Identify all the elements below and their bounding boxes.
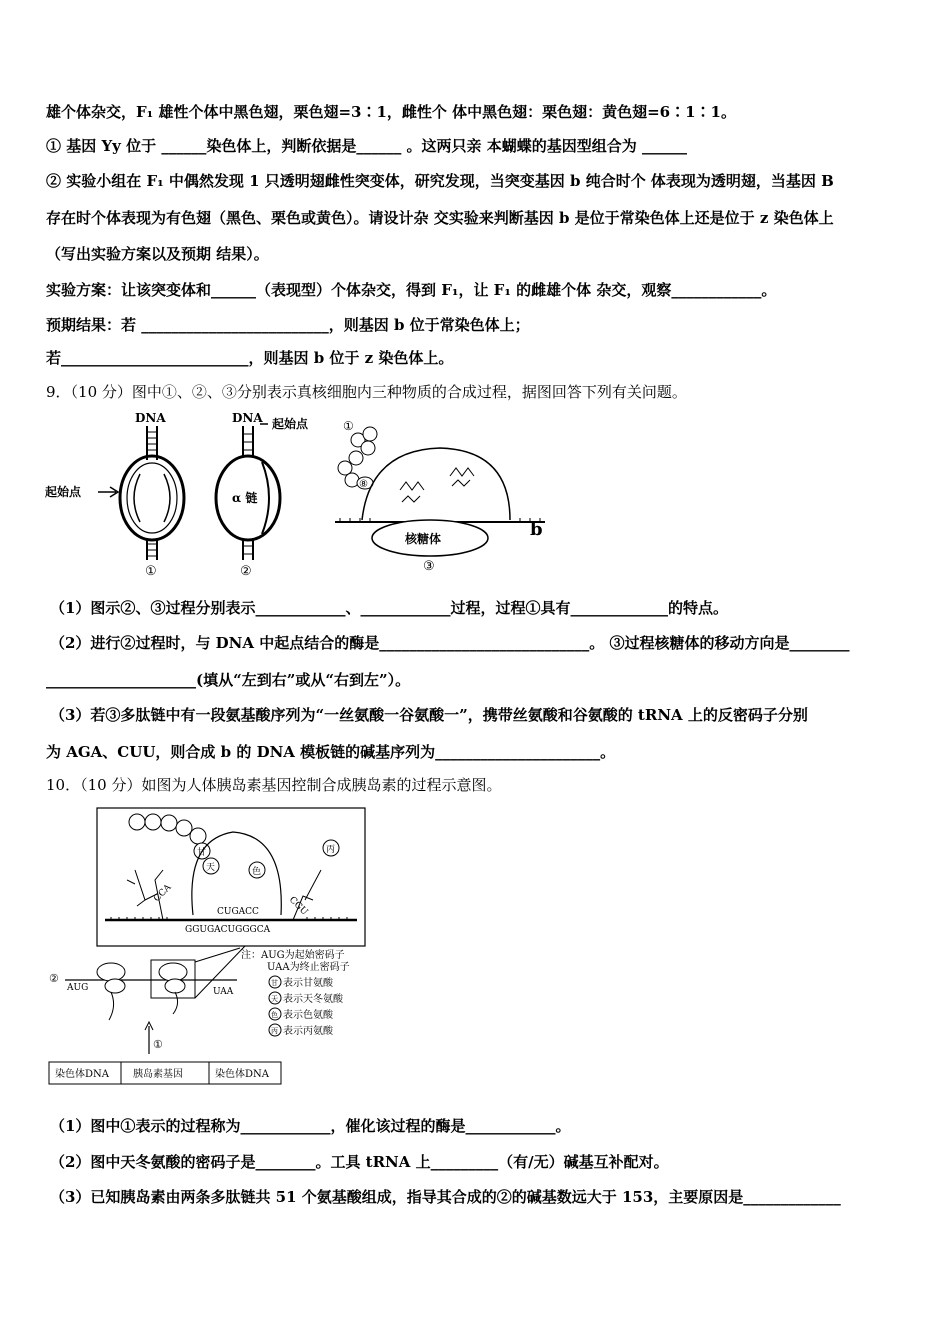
legend-gan: 表示甘氨酸 — [283, 978, 333, 989]
note-aug: 注：AUG为起始密码子 — [241, 950, 345, 961]
anticodon-cgu: CGU — [286, 895, 310, 918]
legend-gan-icon: 甘 — [271, 979, 278, 987]
legend-bing: 表示丙氨酸 — [283, 1026, 333, 1037]
aa-tian: 天 — [206, 863, 216, 873]
dna-label-2: DNA — [232, 411, 263, 425]
aug-label: AUG — [67, 983, 89, 993]
ribosome-label: 核糖体 — [405, 532, 442, 546]
process-num-3: ③ — [423, 559, 435, 574]
q9-sub-3a: （3）若③多肽链中有一段氨基酸序列为“一丝氨酸一谷氨酸一”，携带丝氨酸和谷氨酸的 tRNA 上的反密码子分别 — [50, 706, 808, 724]
transcription-diagram — [216, 411, 309, 579]
q9-figure — [40, 410, 600, 580]
codon-cugacc: CUGACC — [217, 907, 259, 917]
mrna-sequence: GGUGACUGGGCA — [185, 925, 271, 935]
legend-bing-icon: 丙 — [271, 1027, 278, 1035]
legend-tian: 表示天冬氨酸 — [283, 994, 343, 1005]
aa-gan: 甘 — [197, 848, 207, 858]
q9-sub-2a: （2）进行②过程时，与 DNA 中起点结合的酶是____________________________。 ③过程核糖体的移动方向是________ — [50, 634, 850, 652]
box-insulin-gene: 胰岛素基因 — [133, 1069, 183, 1080]
q8-line-3: ② 实验小组在 F₁ 中偶然发现 1 只透明翅雌性突变体，研究发现，当突变基因 b 纯合时个 体表现为透明翅，当基因 B — [46, 172, 834, 190]
q8-line-1: 雄个体杂交，F₁ 雄性个体中黑色翅，栗色翅=3∶1，雌性个 体中黑色翅：栗色翅：黄色翅=6∶1∶1。 — [46, 103, 736, 121]
dna-label-1: DNA — [135, 411, 166, 425]
chain-label-1: ① — [343, 419, 354, 433]
q8-line-2: ① 基因 Yy 位于 ______染色体上，判断依据是______ 。这两只亲 本蝴蝶的基因型组合为 ______ — [46, 137, 687, 155]
anticodon-cca: CCA — [152, 882, 174, 905]
legend-se: 表示色氨酸 — [283, 1010, 333, 1021]
replication-diagram — [45, 411, 184, 579]
box-chromosome-dna-1: 染色体DNA — [55, 1069, 109, 1080]
q9-sub-3b: 为 AGA、CUU，则合成 b 的 DNA 模板链的碱基序列为______________________。 — [46, 743, 616, 761]
q9-sub-1: （1）图示②、③过程分别表示____________、____________过程，过程①具有_____________的特点。 — [50, 599, 728, 617]
chain-label-8: ⑧ — [359, 479, 368, 490]
q10-sub-1: （1）图中①表示的过程称为____________，催化该过程的酶是____________。 — [50, 1117, 571, 1135]
b-label: b — [530, 519, 543, 540]
q8-line-5: （写出实验方案以及预期 结果）。 — [46, 245, 269, 263]
aa-bing: 丙 — [326, 845, 336, 855]
box-chromosome-dna-2: 染色体DNA — [215, 1069, 269, 1080]
q10-figure — [45, 800, 385, 1090]
q8-line-6: 实验方案：让该突变体和______（表现型）个体杂交，得到 F₁，让 F₁ 的雌雄个体 杂交，观察____________。 — [46, 281, 777, 299]
q8-line-4: 存在时个体表现为有色翅（黑色、栗色或黄色）。请设计杂 交实验来判断基因 b 是位于常染色体上还是位于 z 染色体上 — [46, 209, 834, 227]
note-uaa: UAA为终止密码子 — [267, 962, 350, 973]
legend-tian-icon: 天 — [271, 995, 278, 1003]
process-num-2-icon: ② — [49, 972, 59, 985]
q10-sub-3: （3）已知胰岛素由两条多肽链共 51 个氨基酸组成，指导其合成的②的碱基数远大于 153，主要原因是_____________ — [50, 1188, 841, 1206]
q8-line-7: 预期结果：若 _________________________，则基因 b 位于常染色体上； — [46, 316, 530, 334]
q9-sub-2b: ____________________(填从“左到右”或从“右到左”）。 — [46, 671, 411, 689]
process-num-1-icon: ① — [153, 1038, 163, 1051]
process-num-1: ① — [145, 564, 157, 579]
arrow-icon — [98, 487, 118, 497]
process-num-2: ② — [240, 564, 252, 579]
q10-header: 10．（10 分）如图为人体胰岛素基因控制合成胰岛素的过程示意图。 — [46, 776, 502, 794]
q10-sub-2: （2）图中天冬氨酸的密码子是________。工具 tRNA 上_________（有/无）碱基互补配对。 — [50, 1153, 669, 1171]
start-point-label-2: 起始点 — [272, 417, 309, 431]
q9-header: 9．（10 分）图中①、②、③分别表示真核细胞内三种物质的合成过程，据图回答下列有关问题。 — [46, 383, 687, 401]
start-point-label-1: 起始点 — [45, 485, 82, 499]
translation-diagram — [335, 419, 545, 574]
q8-line-8: 若_________________________，则基因 b 位于 z 染色体上。 — [46, 349, 454, 367]
uaa-label: UAA — [213, 987, 234, 997]
alpha-chain-label: α 链 — [232, 491, 258, 505]
aa-se: 色 — [252, 867, 262, 877]
legend-se-icon: 色 — [271, 1011, 278, 1019]
